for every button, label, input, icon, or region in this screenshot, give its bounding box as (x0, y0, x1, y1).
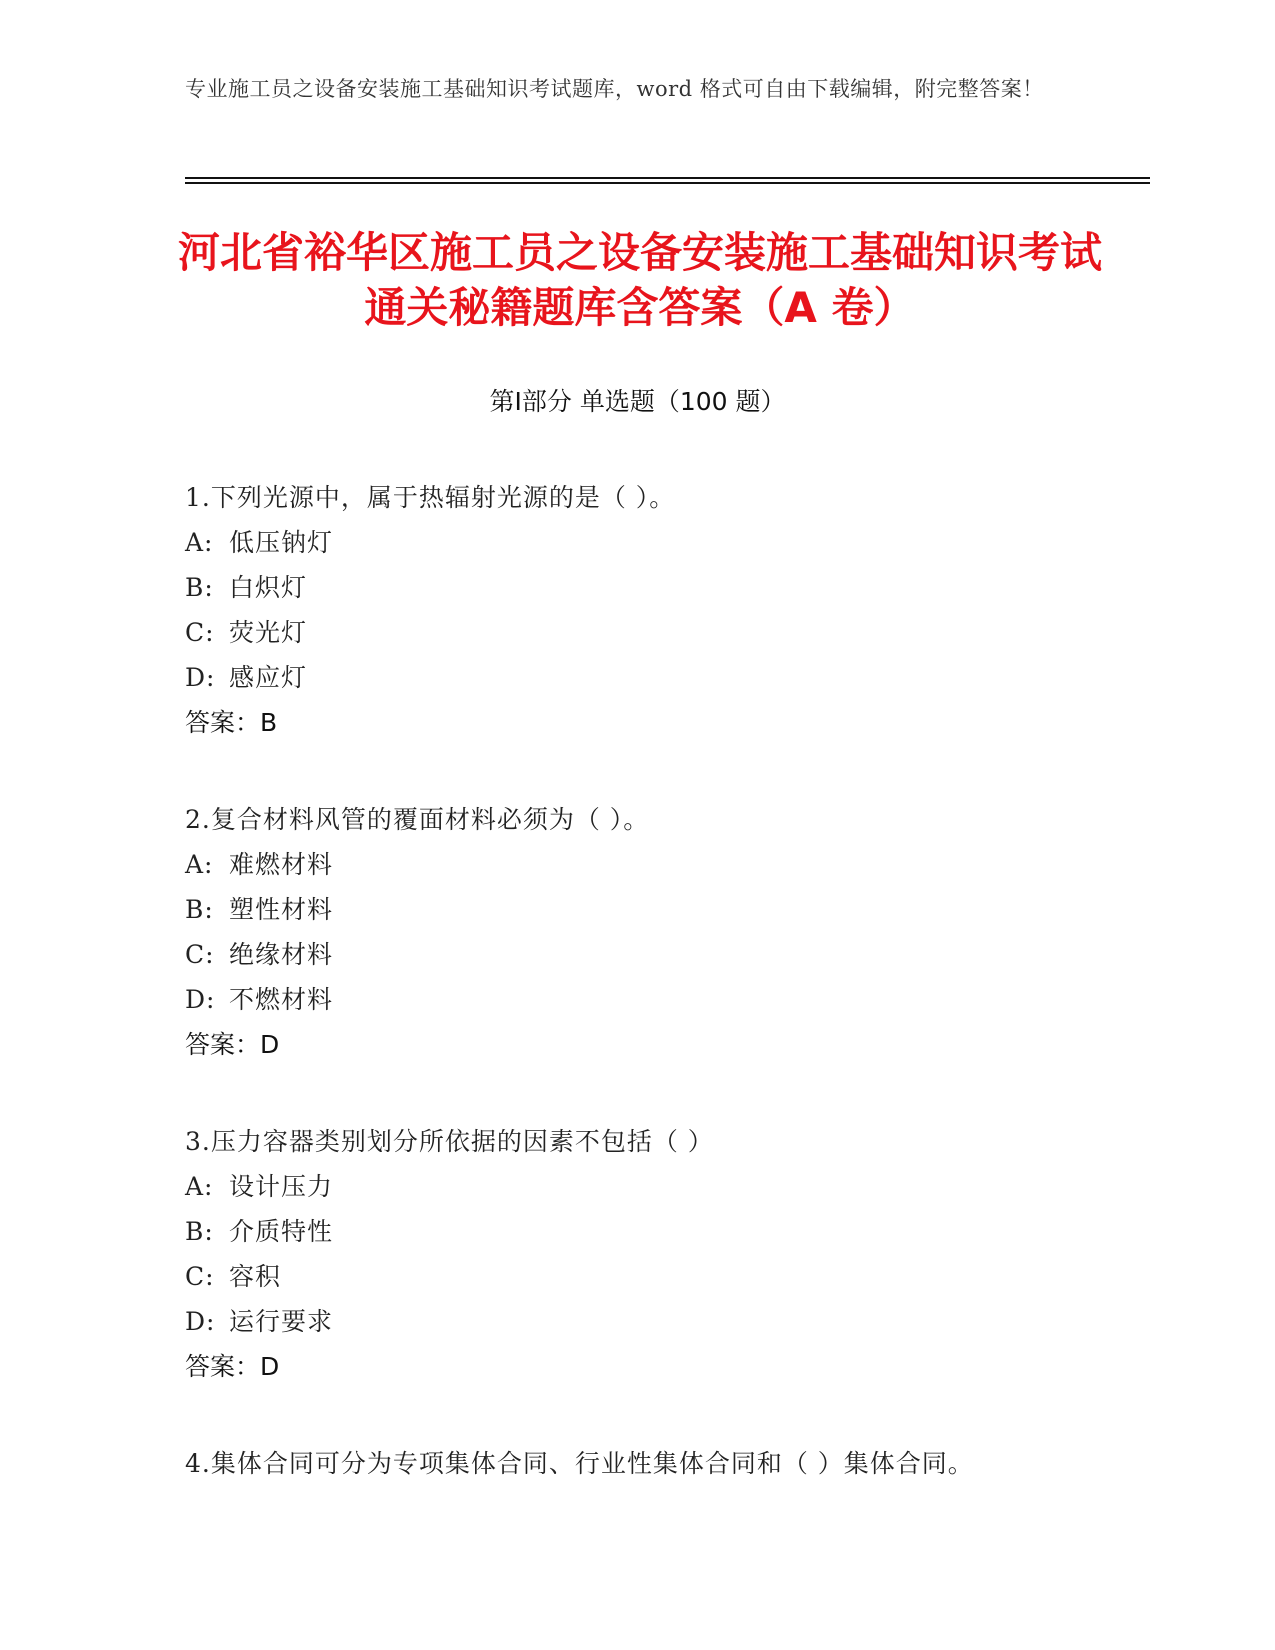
option-key: A: (185, 528, 214, 557)
option-text: 绝缘材料 (229, 940, 334, 969)
document-title: 河北省裕华区施工员之设备安装施工基础知识考试通关秘籍题库含答案（A 卷） (177, 228, 1102, 332)
option-key: D: (185, 985, 216, 1014)
option-text: 低压钠灯 (229, 528, 334, 557)
option-key: A: (185, 1172, 214, 1201)
question-stem: 2.复合材料风管的覆面材料必须为（ ）。 (185, 805, 650, 834)
answer-line: 答案：B (185, 708, 278, 737)
answer-option (185, 655, 1085, 700)
answer-option (185, 887, 1085, 932)
question-stem: 3.压力容器类别划分所依据的因素不包括（ ） (185, 1127, 714, 1156)
answer-option (185, 977, 1085, 1022)
question-stem: 1.下列光源中，属于热辐射光源的是（ ）。 (185, 483, 676, 512)
option-key: C: (185, 1262, 215, 1291)
option-key: C: (185, 618, 215, 647)
option-text: 不燃材料 (229, 985, 334, 1014)
option-key: D: (185, 1307, 216, 1336)
answer-option (185, 842, 1085, 887)
question-block (185, 1119, 1085, 1389)
header-divider-top (185, 177, 1150, 179)
answer-option (185, 932, 1085, 977)
option-key: B: (185, 895, 214, 924)
answer-option (185, 520, 1085, 565)
option-text: 介质特性 (229, 1217, 334, 1246)
answer-line: 答案：D (185, 1030, 280, 1059)
option-key: B: (185, 573, 214, 602)
header-note: 专业施工员之设备安装施工基础知识考试题库，word 格式可自由下载编辑，附完整答案！ (185, 77, 1044, 101)
question-block (185, 1441, 1085, 1486)
section-title: 第Ⅰ部分 单选题（100 题） (489, 387, 786, 416)
option-text: 白炽灯 (229, 573, 308, 602)
question-block (185, 475, 1085, 745)
option-key: D: (185, 663, 216, 692)
option-text: 设计压力 (229, 1172, 334, 1201)
option-text: 塑性材料 (229, 895, 334, 924)
option-key: C: (185, 940, 215, 969)
option-text: 难燃材料 (229, 850, 334, 879)
header-divider-bottom (185, 182, 1150, 184)
option-text: 荧光灯 (229, 618, 308, 647)
answer-option (185, 610, 1085, 655)
option-text: 运行要求 (229, 1307, 334, 1336)
option-key: A: (185, 850, 214, 879)
question-stem: 4.集体合同可分为专项集体合同、行业性集体合同和（ ）集体合同。 (185, 1449, 974, 1478)
answer-option (185, 1299, 1085, 1344)
option-text: 容积 (229, 1262, 282, 1291)
answer-option (185, 1209, 1085, 1254)
answer-line: 答案：D (185, 1352, 280, 1381)
option-key: B: (185, 1217, 214, 1246)
answer-option (185, 1254, 1085, 1299)
answer-option (185, 565, 1085, 610)
answer-option (185, 1164, 1085, 1209)
question-block (185, 797, 1085, 1067)
option-text: 感应灯 (229, 663, 308, 692)
question-list (185, 475, 1085, 1538)
